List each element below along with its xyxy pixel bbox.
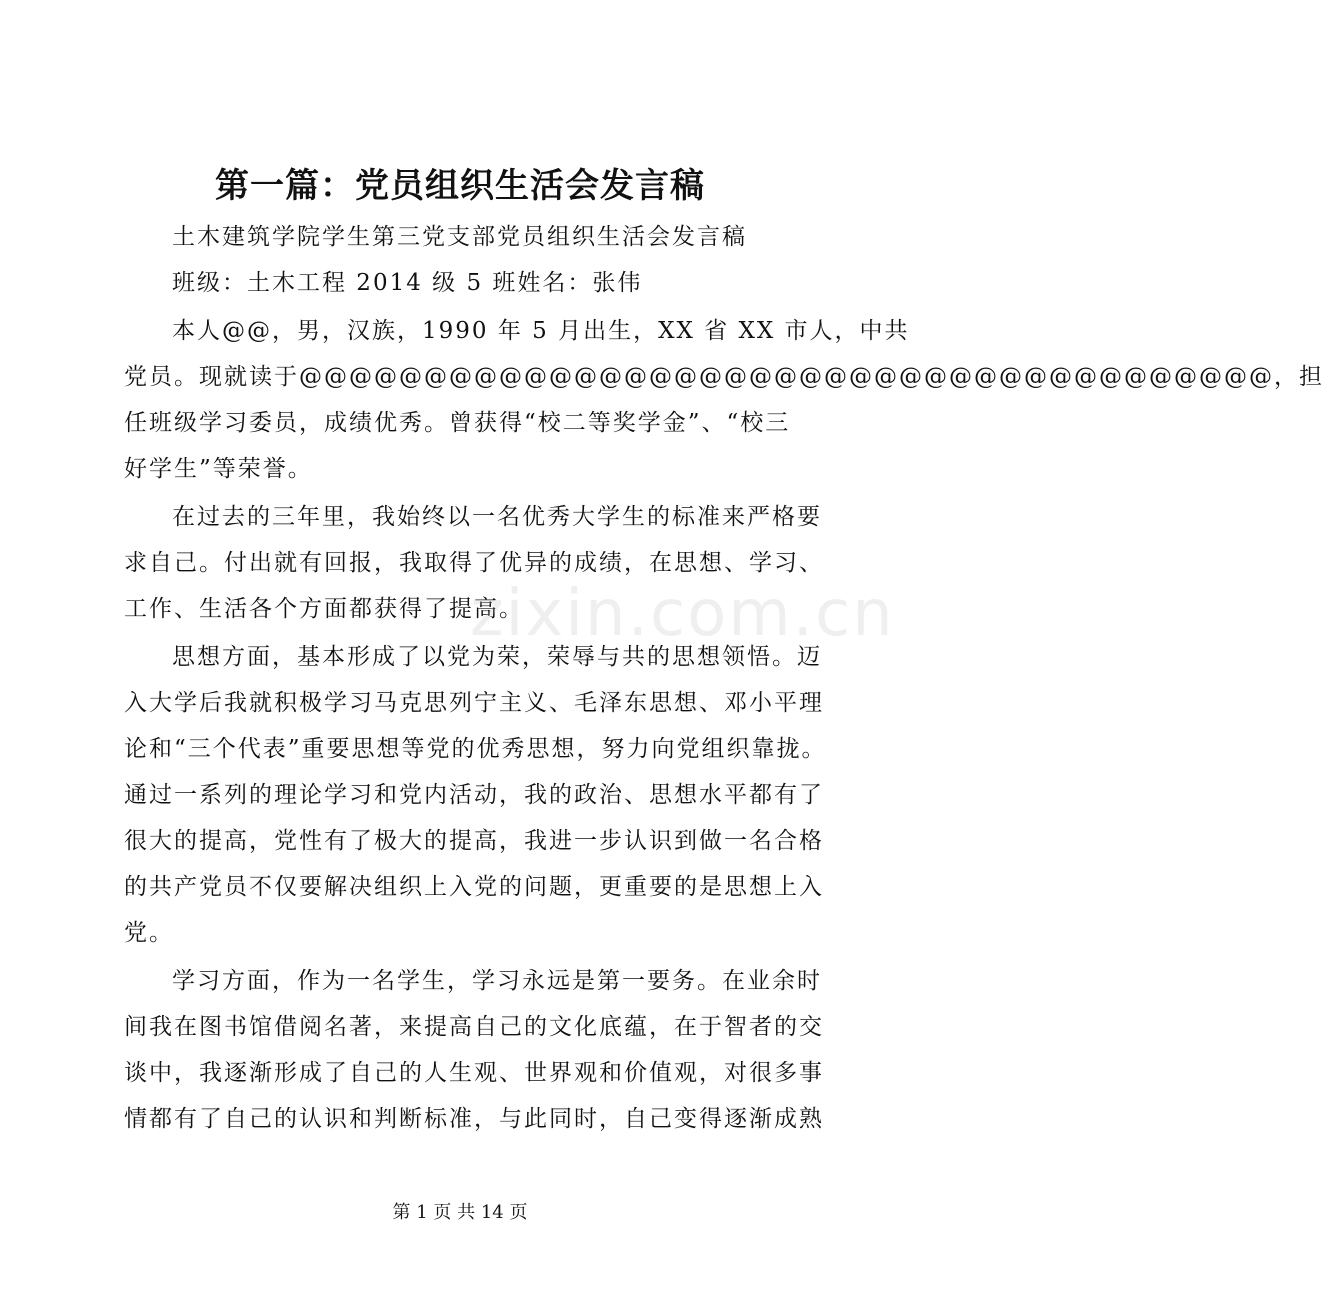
paragraph-line: 好学生”等荣誉。 — [124, 456, 313, 482]
paragraph-line: 工作、生活各个方面都获得了提高。 — [124, 596, 524, 622]
paragraph-line: 通过一系列的理论学习和党内活动，我的政治、思想水平都有了 — [124, 782, 824, 808]
paragraph-line: 的共产党员不仅要解决组织上入党的问题，更重要的是思想上入 — [124, 874, 824, 900]
paragraph-line: 求自己。付出就有回报，我取得了优异的成绩，在思想、学习、 — [124, 550, 824, 576]
watermark-text: zixin.com.cn — [470, 577, 895, 651]
paragraph-line: 任班级学习委员，成绩优秀。曾获得“校二等奖学金”、“校三 — [124, 410, 791, 436]
paragraph-line: 间我在图书馆借阅名著，来提高自己的文化底蕴，在于智者的交 — [124, 1014, 824, 1040]
paragraph-line: 党。 — [124, 920, 174, 946]
paragraph-line: 学习方面，作为一名学生，学习永远是第一要务。在业余时 — [172, 968, 822, 994]
paragraph-line: 思想方面，基本形成了以党为荣，荣辱与共的思想领悟。迈 — [172, 644, 822, 670]
paragraph-line: 本人@@，男，汉族，1990 年 5 月出生，XX 省 XX 市人，中共 — [172, 318, 910, 344]
paragraph-line: 在过去的三年里，我始终以一名优秀大学生的标准来严格要 — [172, 504, 822, 530]
class-name-line: 班级：土木工程 2014 级 5 班姓名：张伟 — [172, 270, 643, 296]
page-footer: 第 1 页 共 14 页 — [392, 1202, 528, 1223]
paragraph-line: 谈中，我逐渐形成了自己的人生观、世界观和价值观，对很多事 — [124, 1060, 824, 1086]
paragraph-line: 很大的提高，党性有了极大的提高，我进一步认识到做一名合格 — [124, 828, 824, 854]
paragraph-line: 论和“三个代表”重要思想等党的优秀思想，努力向党组织靠拢。 — [124, 736, 827, 762]
subtitle-line: 土木建筑学院学生第三党支部党员组织生活会发言稿 — [172, 224, 747, 250]
paragraph-line: 入大学后我就积极学习马克思列宁主义、毛泽东思想、邓小平理 — [124, 690, 824, 716]
paragraph-line: 党员。现就读于@@@@@@@@@@@@@@@@@@@@@@@@@@@@@@@@@@@@@@@，担 — [124, 364, 1324, 390]
document-title: 第一篇：党员组织生活会发言稿 — [215, 166, 705, 206]
paragraph-line: 情都有了自己的认识和判断标准，与此同时，自己变得逐渐成熟 — [124, 1106, 824, 1132]
